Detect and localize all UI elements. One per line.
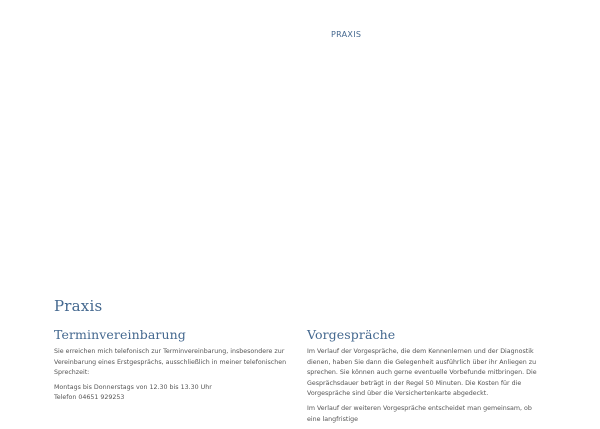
contact-details (54, 383, 294, 404)
terminvereinbarung-section (54, 327, 294, 408)
terminvereinbarung-intro: Sie erreichen mich telefonisch zur Terminvereinbarung, insbesondere zur Vereinbarung eines Erstgesprächs, ausschließlich in meiner telefonischen Sprechzeit: (54, 348, 287, 377)
nav-link-praxis[interactable]: PRAXIS (331, 30, 362, 39)
vorgespraeche-paragraph-2: Im Verlauf der weiteren Vorgespräche entscheidet man gemeinsam, ob eine langfristige (307, 404, 532, 423)
vorgespraeche-heading: Vorgespräche (307, 327, 396, 342)
sprechzeit-hours: Montags bis Donnerstags von 12.30 bis 13.30 Uhr (54, 383, 212, 391)
phone-number: Telefon 04651 929253 (54, 394, 125, 402)
vorgespraeche-paragraph-1: Im Verlauf der Vorgespräche, die dem Kennenlernen und der Diagnostik dienen, haben Sie dann die Gelegenheit ausführlich über ihr Anliegen zu sprechen. Sie können auch gerne eventuelle Vorbefunde mitbringen. Die Gesprächsdauer beträgt in der Regel 50 Minuten. Die Kosten für die Vorgespräche sind über die Versichertenkarte abgedeckt. (307, 348, 537, 398)
terminvereinbarung-heading: Terminvereinbarung (54, 327, 186, 342)
vorgespraeche-section (307, 327, 547, 429)
page-title: Praxis (54, 297, 103, 315)
